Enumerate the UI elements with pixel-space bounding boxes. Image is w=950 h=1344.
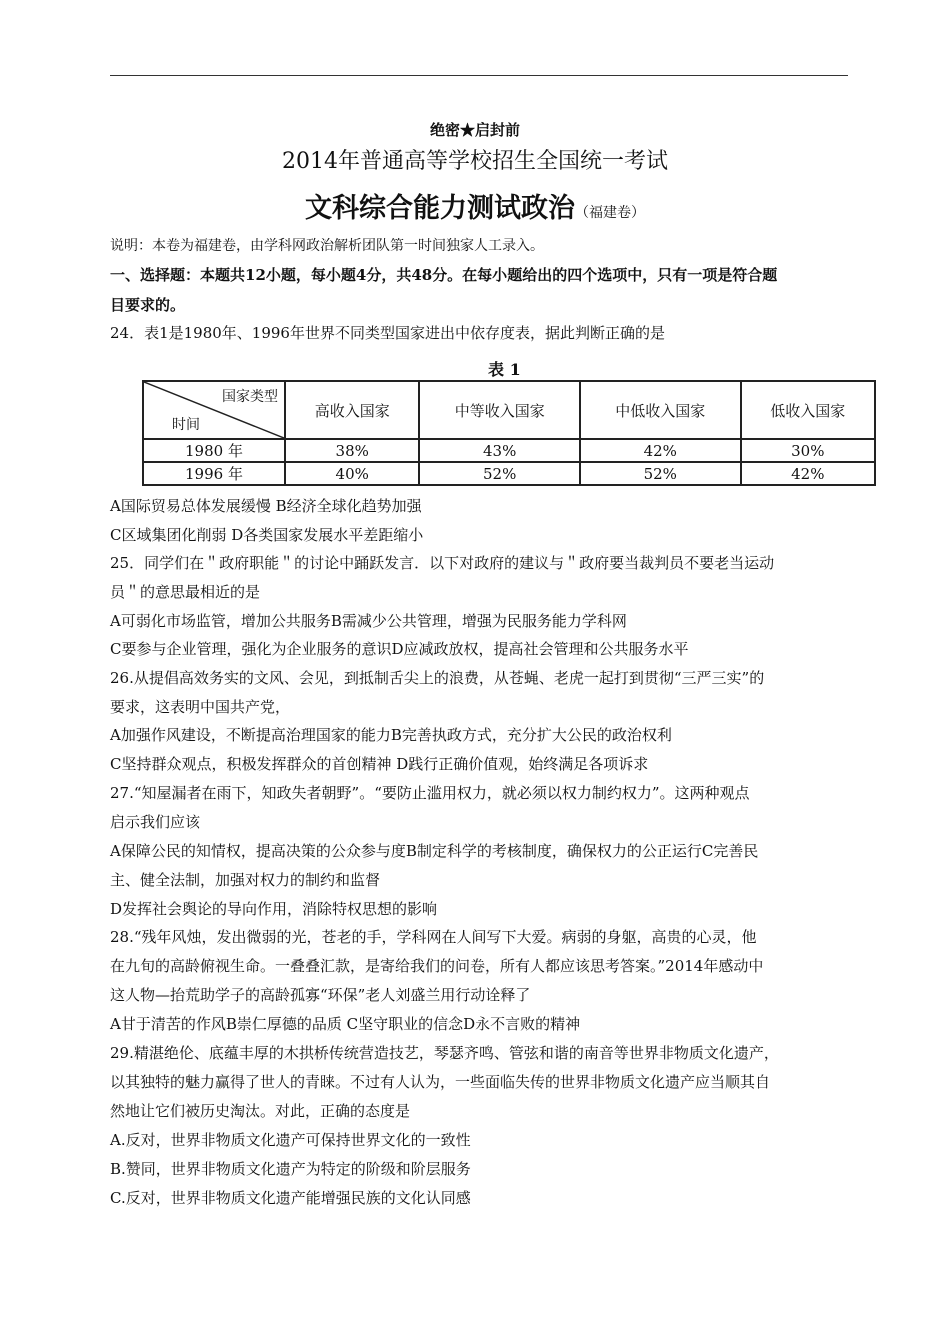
province-label: （福建卷）	[575, 205, 645, 221]
q29-option-a: A.反对，世界非物质文化遗产可保持世界文化的一致性	[110, 1131, 471, 1149]
q27-option-line3: D发挥社会舆论的导向作用，消除特权思想的影响	[110, 900, 438, 918]
table-cell: 43%	[419, 439, 580, 462]
column-header: 中等收入国家	[419, 381, 580, 439]
q29-stem-line1: 29.精湛绝伦、底蕴丰厚的木拱桥传统营造技艺，琴瑟齐鸣、管弦和谐的南音等世界非物质文化遗产，	[110, 1044, 779, 1062]
section-heading-line1: 一、选择题：本题共12小题，每小题4分，共48分。在每小题给出的四个选项中，只有一项是符合题	[110, 266, 778, 284]
section-heading-line2: 目要求的。	[110, 296, 186, 314]
q29-stem-line2: 以其独特的魅力赢得了世人的青睐。不过有人认为，一些面临失传的世界非物质文化遗产应当顺其自	[110, 1073, 771, 1091]
q24-stem: 24．表1是1980年、1996年世界不同类型国家进出中依存度表，据此判断正确的是	[110, 324, 665, 342]
table-cell: 52%	[419, 462, 580, 485]
table-cell: 42%	[580, 439, 741, 462]
q26-stem-line2: 要求，这表明中国共产党，	[110, 698, 291, 716]
table-caption: 表 1	[488, 360, 521, 379]
table-header-row	[143, 381, 875, 439]
q25-stem-line1: 25．同学们在＂政府职能＂的讨论中踊跃发言．以下对政府的建议与＂政府要当裁判员不要老当运动	[110, 554, 775, 572]
q26-stem-line1: 26.从提倡高效务实的文风、会见，到抵制舌尖上的浪费，从苍蝇、老虎一起打到贯彻“三严三实”的	[110, 669, 765, 687]
q26-option-line1: A加强作风建设，不断提高治理国家的能力B完善执政方式，充分扩大公民的政治权利	[110, 726, 672, 744]
table-row	[143, 439, 875, 462]
top-rule	[110, 75, 848, 76]
subject-title	[0, 186, 950, 225]
q26-option-line2: C坚持群众观点，积极发挥群众的首创精神 D践行正确价值观，始终满足各项诉求	[110, 755, 649, 773]
q28-stem-line2: 在九旬的高龄俯视生命。一叠叠汇款，是寄给我们的问卷，所有人都应该思考答案。”2014年感动中	[110, 957, 764, 975]
column-header: 低收入国家	[741, 381, 875, 439]
row-year: 1980 年	[143, 439, 285, 462]
q29-stem-line3: 然地让它们被历史淘汰。对此，正确的态度是	[110, 1102, 411, 1120]
note-text: 说明：本卷为福建卷，由学科网政治解析团队第一时间独家人工录入。	[110, 238, 544, 254]
table-row	[143, 462, 875, 485]
q28-option-line1: A甘于清苦的作风B崇仁厚德的品质 C坚守职业的信念D永不言败的精神	[110, 1015, 581, 1033]
q24-options-line1: A国际贸易总体发展缓慢 B经济全球化趋势加强	[110, 497, 422, 515]
table-cell: 38%	[285, 439, 419, 462]
column-header: 中低收入国家	[580, 381, 741, 439]
q24-options-line2: C区域集团化削弱 D各类国家发展水平差距缩小	[110, 526, 424, 544]
q28-stem-line1: 28.“残年风烛，发出微弱的光，苍老的手，学科网在人间写下大爱。病弱的身躯，高贵的心灵，他	[110, 928, 757, 946]
exam-title: 2014年普通高等学校招生全国统一考试	[282, 149, 668, 174]
q25-option-line1: A可弱化市场监管，增加公共服务B需减少公共管理，增强为民服务能力学科网	[110, 612, 627, 630]
q25-stem-line2: 员＂的意思最相近的是	[110, 583, 261, 601]
q27-option-line1: A保障公民的知情权，提高决策的公众参与度B制定科学的考核制度，确保权力的公正运行C完善民	[110, 842, 759, 860]
column-header: 高收入国家	[285, 381, 419, 439]
corner-bottom-label: 时间	[172, 417, 200, 433]
confidential-label: 绝密★启封前	[429, 121, 520, 139]
table-cell: 42%	[741, 462, 875, 485]
q29-option-b: B.赞同，世界非物质文化遗产为特定的阶级和阶层服务	[110, 1160, 471, 1178]
q28-stem-line3: 这人物—抬荒助学子的高龄孤寡“环保”老人刘盛兰用行动诠释了	[110, 986, 531, 1004]
q27-option-line2: 主、健全法制，加强对权力的制约和监督	[110, 871, 381, 889]
dependency-table	[142, 380, 876, 486]
table-corner-cell	[143, 381, 285, 439]
table-cell: 52%	[580, 462, 741, 485]
q27-stem-line2: 启示我们应该	[110, 813, 201, 831]
subject-name: 文科综合能力测试政治	[305, 193, 575, 224]
q29-option-c: C.反对，世界非物质文化遗产能增强民族的文化认同感	[110, 1189, 471, 1207]
q27-stem-line1: 27.“知屋漏者在雨下，知政失者朝野”。“要防止滥用权力，就必须以权力制约权力”。这两种观点	[110, 784, 750, 802]
row-year: 1996 年	[143, 462, 285, 485]
table-cell: 30%	[741, 439, 875, 462]
q25-option-line2: C要参与企业管理，强化为企业服务的意识D应减政放权，提高社会管理和公共服务水平	[110, 640, 689, 658]
corner-top-label: 国家类型	[222, 389, 278, 405]
table-cell: 40%	[285, 462, 419, 485]
